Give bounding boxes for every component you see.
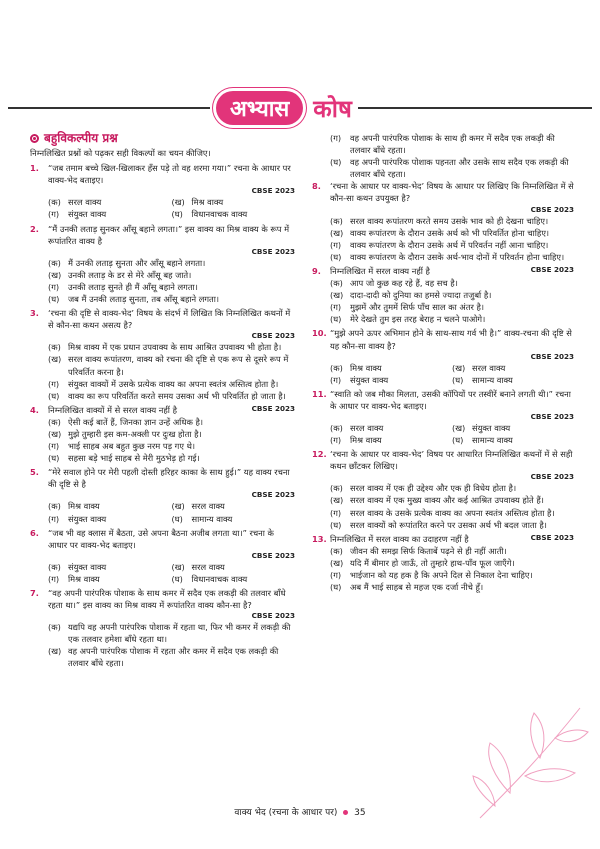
option-text: वाक्य रूपांतरण के दौरान उसके अर्थ में परिवर्तन नहीं आना चाहिए।	[350, 239, 549, 250]
footer-dot	[343, 810, 348, 815]
option-label: (क)	[330, 483, 343, 494]
question-item	[30, 223, 295, 306]
option-text: सरल वाक्य	[191, 501, 225, 512]
option-label: (क)	[330, 362, 343, 373]
option-item	[172, 573, 296, 585]
option-text: विधानवाचक वाक्य	[191, 209, 248, 220]
options	[312, 545, 574, 593]
banner-kosh: कोष	[313, 94, 352, 123]
option-item	[172, 561, 296, 573]
option-label: (घ)	[171, 573, 183, 584]
option-item	[172, 513, 296, 525]
option-text: मिश्र वाक्य	[350, 435, 382, 446]
option-text: भाईजान को यह हक है कि अपने दिल से निकाल देना चाहिए।	[350, 570, 533, 580]
question-row	[312, 180, 574, 214]
option-label: (ग)	[48, 378, 60, 389]
question-item	[312, 533, 574, 593]
continued-options	[312, 132, 574, 180]
option-item	[330, 519, 574, 531]
question-item	[312, 388, 574, 446]
option-item	[330, 494, 574, 506]
question-number: 12.	[312, 449, 327, 460]
option-label: (क)	[48, 342, 61, 353]
option-label: (ग)	[330, 435, 342, 446]
question-number: 1.	[30, 163, 39, 174]
question-item	[312, 448, 574, 531]
option-label: (ख)	[330, 227, 344, 238]
cbse-tag: CBSE 2023	[530, 472, 574, 482]
option-text: मुझे तुम्हारी इस कम-अक्ली पर दुःख होता है।	[68, 428, 202, 439]
option-item	[330, 289, 574, 301]
option-text: दादा-दादी को दुनिया का हमसे ज्यादा तजुर्बा है।	[350, 290, 492, 301]
option-item	[48, 353, 295, 377]
question-number: 13.	[312, 533, 327, 544]
option-item	[48, 440, 295, 452]
option-label: (ख)	[330, 557, 344, 568]
option-item	[330, 313, 574, 325]
option-text: आप जो कुछ कह रहे हैं, वह सच है।	[350, 278, 458, 289]
option-item	[48, 645, 295, 669]
option-label: (ग)	[48, 573, 60, 584]
option-item	[48, 390, 295, 402]
options	[312, 215, 574, 263]
option-text: मिश्र वाक्य	[68, 573, 100, 584]
option-text: अब मैं भाई साहब से महज एक दर्जा नीचे हूँ।	[350, 582, 484, 593]
option-label: (क)	[48, 561, 61, 572]
option-text: मिश्र वाक्य में एक प्रधान उपवाक्य के साथ आश्रित उपवाक्य भी होता है।	[68, 342, 282, 353]
option-item	[330, 277, 574, 289]
option-label: (ख)	[452, 362, 466, 373]
option-item	[48, 293, 295, 305]
options	[30, 257, 295, 305]
option-item	[48, 281, 295, 293]
option-text: मेरे देखते तुम इस तरह बेराह न चलने पाओगे।	[350, 314, 486, 325]
option-text: जब मैं उनकी लताड़ सुनता, तब आँसू बहाने लगता।	[68, 294, 220, 305]
option-text: विधानवाचक वाक्य	[191, 573, 248, 584]
option-item	[330, 301, 574, 313]
option-item	[452, 362, 574, 374]
option-label: (ख)	[171, 197, 185, 208]
question-number: 10.	[312, 328, 327, 339]
cbse-tag: CBSE 2023	[251, 246, 295, 256]
option-text: सरल वाक्य के उसके प्रत्येक वाक्य का अपना स्वतंत्र अस्तित्व होता है।	[350, 507, 555, 518]
option-label: (ग)	[330, 570, 342, 580]
option-item	[48, 208, 172, 220]
option-text: ऐसी कई बातें हैं, जिनका ज्ञान उन्हें अधिक है।	[68, 416, 203, 427]
option-item	[172, 208, 296, 220]
question-number: 4.	[30, 404, 39, 415]
option-label: (ग)	[48, 281, 60, 292]
options	[312, 482, 574, 530]
option-text: वह अपनी पारंपरिक पोशाक में रहता और कमर में सदैव एक लकड़ी की तलवार बाँधे रहता।	[68, 646, 279, 669]
question-number: 6.	[30, 527, 39, 538]
option-text: सरल वाक्य रूपांतरण, वाक्य को रचना की दृष्टि से एक रूप से दूसरे रूप में परिवर्तित करना है।	[68, 354, 289, 377]
option-text: यदि मैं बीमार हो जाऊँ, तो तुम्हारे हाथ-पाँव फूल जाएँगे।	[350, 557, 515, 568]
option-item	[48, 621, 295, 645]
option-item	[452, 374, 574, 386]
question-text: CBSE 2023 निम्नलिखित में सरल वाक्य नहीं है	[330, 264, 574, 276]
right-questions	[312, 180, 574, 593]
question-text: “जब तमाम बच्चे खिल-खिलाकर हँस पड़े तो वह शरमा गया।” रचना के आधार पर वाक्य-भेद बताइए। CBSE 2023	[48, 163, 295, 196]
option-text: उनकी लताड़ सुनते ही मैं आँसू बहाने लगता।	[68, 281, 198, 292]
option-text: संयुक्त वाक्यों में उसके प्रत्येक वाक्य का अपना स्वतंत्र अस्तित्व होता है।	[68, 378, 279, 389]
option-item	[452, 434, 574, 446]
option-label: (ख)	[330, 290, 344, 301]
option-item	[330, 362, 452, 374]
cbse-tag: CBSE 2023	[530, 411, 574, 421]
question-row	[312, 388, 574, 422]
question-number: 9.	[312, 265, 321, 276]
question-item	[30, 162, 295, 220]
options	[312, 277, 574, 325]
option-label: (क)	[330, 215, 343, 226]
question-number: 8.	[312, 181, 321, 192]
question-item	[312, 265, 574, 325]
option-label: (घ)	[330, 251, 342, 262]
option-text: सरल वाक्यों को रूपांतरित करने पर उसका अर्थ भी बदल जाता है।	[350, 519, 547, 530]
option-label: (घ)	[48, 453, 60, 464]
option-item	[330, 482, 574, 494]
question-text: CBSE 2023 निम्नलिखित में सरल वाक्य का उदाहरण नहीं है	[330, 532, 574, 544]
option-text: यद्यपि वह अपनी पारंपरिक पोशाक में रहता था, फिर भी कमर में लकड़ी की एक तलवार हमेशा बाँधे रहता था।	[68, 622, 291, 645]
option-label: (ख)	[48, 646, 62, 657]
option-label: (घ)	[452, 374, 464, 385]
option-text: वाक्य रूपांतरण के दौरान उसके अर्थ को भी परिवर्तित होना चाहिए।	[350, 227, 550, 238]
option-label: (घ)	[171, 513, 183, 524]
question-text: “वह अपनी पारंपरिक पोशाक के साथ कमर में सदैव एक लकड़ी की तलवार बाँधे रहता था।” इस वाक्य का मिश्र वाक्य में रूपांतरित वाक्य कौन-सा है? CBSE 2023	[48, 588, 295, 621]
question-text: “मुझे अपने ऊपर अभिमान होने के साथ-साथ गर्व भी है।” वाक्य-रचना की दृष्टि से यह कौन-सा वाक्य है? CBSE 2023	[330, 328, 574, 361]
option-item	[452, 422, 574, 434]
option-label: (क)	[48, 416, 61, 427]
option-label: (घ)	[452, 435, 464, 446]
question-row	[30, 162, 295, 196]
option-label: (ग)	[48, 513, 60, 524]
banner-pill: अभ्यास	[216, 91, 303, 125]
question-number: 7.	[30, 588, 39, 598]
option-text: उनकी लताड़ के डर से मेरे आँसू बह जाते।	[68, 269, 192, 280]
option-label: (ख)	[171, 561, 185, 572]
banner-title	[210, 90, 358, 126]
options	[30, 621, 295, 669]
section-title: बहुविकल्पीय प्रश्न	[44, 131, 118, 145]
option-label: (क)	[48, 622, 61, 633]
options	[30, 416, 295, 464]
option-item	[48, 561, 172, 573]
option-item	[330, 422, 452, 434]
option-text: संयुक्त वाक्य	[472, 422, 511, 433]
question-number: 3.	[30, 308, 39, 319]
option-label: (ख)	[48, 354, 62, 365]
cbse-tag: CBSE 2023	[251, 550, 295, 560]
option-text: मुझमें और तुममें सिर्फ पाँच साल का अंतर है।	[350, 302, 485, 313]
option-text: सामान्य वाक्य	[472, 374, 513, 385]
option-item	[48, 513, 172, 525]
option-label: (ग)	[330, 507, 342, 518]
options	[30, 500, 295, 524]
option-label: (ख)	[48, 428, 62, 439]
left-column	[30, 132, 295, 672]
cbse-tag: CBSE 2023	[251, 331, 295, 341]
option-text: सरल वाक्य में एक ही उद्देश्य और एक ही विधेय होता है।	[350, 483, 517, 494]
option-label: (घ)	[330, 314, 342, 325]
cbse-tag: CBSE 2023	[530, 532, 574, 542]
cbse-tag: CBSE 2023	[251, 490, 295, 500]
option-label: (ख)	[330, 495, 344, 506]
option-label: (क)	[330, 422, 343, 433]
option-text: सरल वाक्य	[191, 561, 225, 572]
option-label: (क)	[330, 278, 343, 289]
option-item	[48, 269, 295, 281]
option-item	[330, 507, 574, 519]
option-label: (ग)	[330, 302, 342, 313]
option-item	[330, 581, 574, 593]
question-item	[312, 327, 574, 385]
option-label: (घ)	[48, 390, 60, 401]
option-item	[48, 428, 295, 440]
option-text: सामान्य वाक्य	[191, 513, 233, 524]
left-questions	[30, 162, 295, 669]
page-footer	[0, 805, 600, 818]
options	[30, 341, 295, 401]
option-text: वह अपनी पारंपरिक पोशाक के साथ ही कमर में सदैव एक लकड़ी की तलवार बाँधे रहता।	[350, 133, 555, 156]
question-text: “स्वाति को जब मौका मिलता, उसकी कॉपियों पर तस्वीरें बनाने लगती थी।” रचना के आधार पर वाक्य-भेद बताइए। CBSE 2023	[330, 388, 574, 421]
question-row	[30, 223, 295, 257]
question-text: CBSE 2023 निम्नलिखित वाक्यों में से सरल वाक्य नहीं है	[48, 403, 295, 415]
option-item	[330, 557, 574, 569]
option-item	[330, 215, 574, 227]
option-label: (घ)	[330, 582, 342, 593]
option-text: वाक्य का रूप परिवर्तित करते समय उसका अर्थ भी परिवर्तित हो जाता है।	[68, 390, 286, 401]
question-row	[30, 307, 295, 341]
option-item	[48, 416, 295, 428]
option-item	[330, 569, 574, 581]
option-text: सरल वाक्य	[68, 197, 102, 208]
option-item	[172, 196, 296, 208]
option-item	[172, 500, 296, 512]
option-label: (घ)	[171, 209, 183, 220]
option-text: संयुक्त वाक्य	[68, 513, 107, 524]
option-text: सहसा बड़े भाई साहब से मेरी मुठभेड़ हो गई।	[68, 453, 200, 464]
option-text: सरल वाक्य में एक मुख्य वाक्य और कई आश्रित उपवाक्य होते हैं।	[350, 495, 544, 506]
question-text: “मेरे सवाल होने पर मेरी पहली दोस्ती हरिहर काका के साथ हुई।” यह वाक्य रचना की दृष्टि से है CBSE 2023	[48, 467, 295, 500]
option-item	[330, 156, 574, 180]
option-text: मिश्र वाक्य	[191, 197, 224, 208]
option-item	[330, 374, 452, 386]
option-label: (घ)	[48, 294, 60, 305]
options	[30, 196, 295, 220]
option-item	[48, 257, 295, 269]
question-row	[30, 466, 295, 500]
option-item	[330, 545, 574, 557]
option-item	[48, 452, 295, 464]
option-text: वह अपनी पारंपरिक पोशाक पहनता और उसके साथ सदैव एक लकड़ी की तलवार बाँधे रहता।	[350, 157, 569, 180]
question-row	[312, 327, 574, 361]
cbse-tag: CBSE 2023	[530, 264, 574, 274]
option-text: भाई साहब अब बहुत कुछ नरम पड़ गए थे।	[68, 441, 196, 452]
option-label: (ग)	[48, 209, 60, 220]
option-text: वाक्य रूपांतरण के दौरान उसके अर्थ-भाव दोनों में परिवर्तन होना चाहिए।	[350, 251, 565, 262]
option-label: (क)	[48, 257, 61, 268]
cbse-tag: CBSE 2023	[251, 186, 295, 196]
question-row	[30, 527, 295, 561]
page-number: 35	[354, 808, 366, 818]
question-text: ‘रचना के आधार पर वाक्य-भेद’ विषय पर आधारित निम्नलिखित कथनों में से सही कथन छाँटकर लिखिए। CBSE 2023	[330, 449, 574, 482]
cbse-tag: CBSE 2023	[530, 351, 574, 361]
option-item	[330, 132, 574, 156]
question-row	[30, 587, 295, 621]
option-label: (ग)	[48, 441, 60, 452]
question-text: “जब भी वह क्लास में बैठता, उसे अपना बैठना अजीब लगता था।” रचना के आधार पर वाक्य-भेद बताइए। CBSE 2023	[48, 527, 295, 560]
question-text: “मैं उनकी लताड़ सुनकर आँसू बहाने लगता।” इस वाक्य का मिश्र वाक्य के रूप में रूपांतरित वाक्य है CBSE 2023	[48, 223, 295, 256]
question-item	[30, 404, 295, 464]
option-text: संयुक्त वाक्य	[68, 209, 107, 220]
question-text: ‘रचना की दृष्टि से वाक्य-भेद’ विषय के संदर्भ में लिखित कि निम्नलिखित कथनों में से कौन-सा कथन असत्य है? CBSE 2023	[48, 308, 295, 341]
option-text: सरल वाक्य	[472, 362, 506, 373]
option-label: (ख)	[452, 422, 466, 433]
option-text: मैं उनकी लताड़ सुनता और आँसू बहाने लगता।	[68, 257, 206, 268]
option-label: (घ)	[330, 157, 342, 168]
question-number: 5.	[30, 467, 39, 478]
option-item	[330, 434, 452, 446]
option-label: (ख)	[48, 269, 62, 280]
option-label: (ग)	[330, 374, 342, 385]
option-item	[330, 239, 574, 251]
title-banner	[0, 90, 600, 126]
footer-text: वाक्य भेद (रचना के आधार पर)	[234, 808, 338, 818]
cbse-tag: CBSE 2023	[251, 403, 295, 413]
option-text: मिश्र वाक्य	[350, 362, 382, 373]
option-label: (क)	[330, 545, 343, 556]
right-column	[312, 132, 574, 595]
option-label: (ग)	[330, 239, 342, 250]
question-item	[30, 307, 295, 402]
question-item	[30, 527, 295, 585]
option-item	[48, 341, 295, 353]
option-item	[48, 573, 172, 585]
option-item	[48, 196, 172, 208]
target-icon	[30, 134, 39, 143]
section-heading	[30, 132, 295, 144]
option-item	[330, 251, 574, 263]
option-label: (घ)	[330, 519, 342, 530]
option-label: (ग)	[330, 133, 342, 143]
options	[312, 362, 574, 386]
option-item	[48, 500, 172, 512]
question-row	[30, 404, 295, 416]
option-text: संयुक्त वाक्य	[68, 561, 107, 572]
option-text: मिश्र वाक्य	[68, 501, 100, 512]
option-label: (क)	[48, 501, 61, 512]
option-item	[48, 378, 295, 390]
option-label: (क)	[48, 197, 61, 208]
question-item	[30, 466, 295, 524]
option-text: सामान्य वाक्य	[472, 435, 513, 446]
question-item	[312, 180, 574, 263]
cbse-tag: CBSE 2023	[251, 611, 295, 621]
question-row	[312, 533, 574, 545]
instruction: निम्नलिखित प्रश्नों को पढ़कर सही विकल्पों का चयन कीजिए।	[30, 148, 211, 159]
question-item	[30, 587, 295, 670]
question-number: 11.	[312, 388, 327, 399]
cbse-tag: CBSE 2023	[530, 204, 574, 214]
question-row	[312, 448, 574, 482]
option-text: सरल वाक्य रूपांतरण करते समय उसके भाव को ही देखना चाहिए।	[350, 215, 549, 226]
option-text: संयुक्त वाक्य	[350, 374, 389, 385]
option-item	[330, 227, 574, 239]
option-label: (ख)	[171, 501, 185, 512]
option-text: जीवन की समझ सिर्फ किताबें पढ़ने से ही नहीं आती।	[350, 545, 507, 556]
question-row	[312, 265, 574, 277]
question-number: 2.	[30, 223, 39, 234]
option-text: सरल वाक्य	[350, 422, 384, 433]
options	[312, 422, 574, 446]
options	[30, 561, 295, 585]
question-text: ‘रचना के आधार पर वाक्य-भेद’ विषय के आधार पर लिखिए कि निम्नलिखित में से कौन-सा कथन उपयुक्त है? CBSE 2023	[330, 181, 574, 214]
